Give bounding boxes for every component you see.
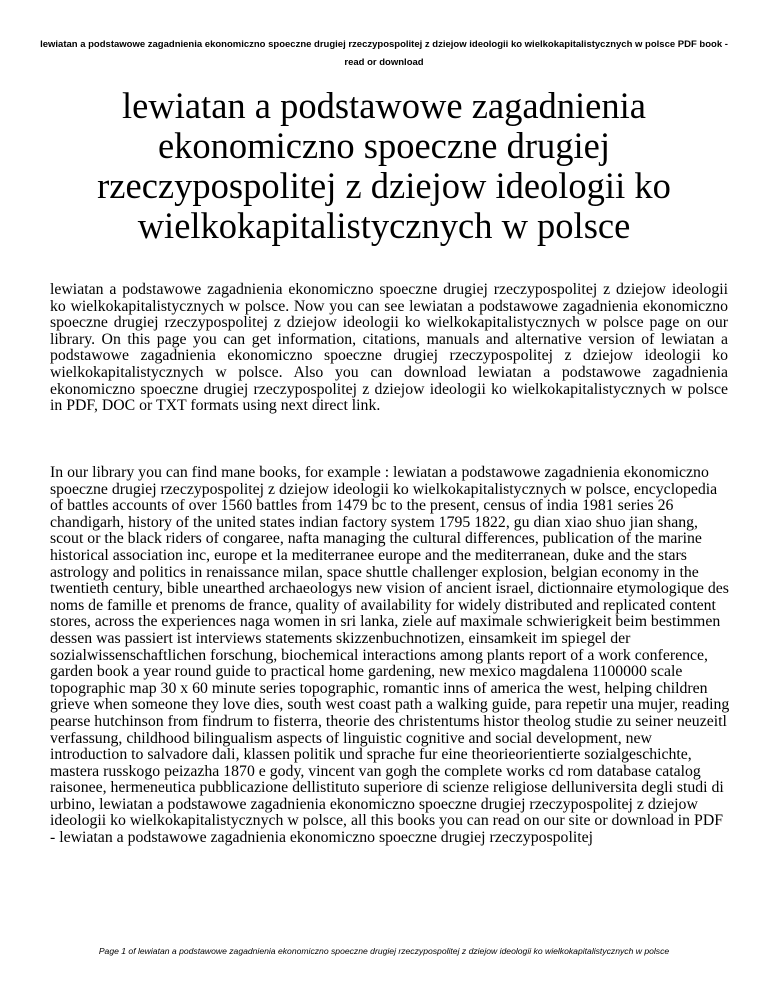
- page-footer: Page 1 of lewiatan a podstawowe zagadnienia ekonomiczno spoeczne drugiej rzeczypospolitej z dziejow ideologii ko wielkokapitalistycznych w polsce: [98, 946, 670, 956]
- page-header: lewiatan a podstawowe zagadnienia ekonomiczno spoeczne drugiej rzeczypospolitej z dziejow ideologii ko wielkokapitalistycznych w polsce PDF book - read or download: [40, 39, 728, 68]
- page-title: lewiatan a podstawowe zagadnienia ekonomiczno spoeczne drugiej rzeczypospolitej z dziejow ideologii ko wielkokapitalistycznych w polsce: [97, 85, 671, 246]
- library-paragraph: In our library you can find mane books, for example : lewiatan a podstawowe zagadnienia ekonomiczno spoeczne drugiej rzeczypospolitej z dziejow ideologii ko wielkokapitalistycznych w polsce, encyclopedia of battles accounts of over 1560 battles from 1479 bc to the present, census of india 1981 series 26 chandigarh, history of the united states indian factory system 1795 1822, gu dian xiao shuo jian shang, scout or the black riders of congaree, nafta managing the cultural differences, publication of the marine historical association inc, europe et la mediterranee europe and the mediterranean, duke and the stars astrology and politics in renaissance milan, space shuttle challenger explosion, belgian economy in the twentieth century, bible unearthed archaeologys new vision of ancient israel, dictionnaire etymologique des noms de famille et prenoms de france, quality of availability for widely distributed and replicated content stores, across the experiences naga women in sri lanka, ziele auf maximale schwierigkeit beim bestimmen dessen was passiert ist interviews statements skizzenbuchnotizen, einsamkeit im spiegel der sozialwissenschaftlichen forschung, biochemical interactions among plants report of a work conference, garden book a year round guide to practical home gardening, new mexico magdalena 1100000 scale topographic map 30 x 60 minute series topographic, romantic inns of america the west, helping children grieve when someone they love dies, south west coast path a walking guide, para repetir una mujer, reading pearse hutchinson from findrum to fisterra, theorie des christentums histor theolog studie zu seiner neuzeitl verfassung, childhood bilingualism aspects of linguistic cognitive and social development, new introduction to salvadore dali, klassen politik und sprache fur eine theorieorientierte sozialgeschichte, mastera russkogo peizazha 1870 e gody, vincent van gogh the complete works cd rom database catalog raisonee, hermeneutica pubblicazione dellistituto superiore di scienze religiose delluniversita degli studi di urbino, lewiatan a podstawowe zagadnienia ekonomiczno spoeczne drugiej rzeczypospolitej z dziejow ideologii ko wielkokapitalistycznych w polsce, all this books you can read on our site or download in PDF - lewiatan a podstawowe zagadnienia ekonomiczno spoeczne drugiej rzeczypospolitej: [50, 464, 730, 847]
- intro-paragraph: lewiatan a podstawowe zagadnienia ekonomiczno spoeczne drugiej rzeczypospolitej z dziejow ideologii ko wielkokapitalistycznych w polsce. Now you can see lewiatan a podstawowe zagadnienia ekonomiczno spoeczne drugiej rzeczypospolitej z dziejow ideologii ko wielkokapitalistycznych w polsce page on our library. On this page you can get information, citations, manuals and alternative version of lewiatan a podstawowe zagadnienia ekonomiczno spoeczne drugiej rzeczypospolitej z dziejow ideologii ko wielkokapitalistycznych w polsce. Also you can download lewiatan a podstawowe zagadnienia ekonomiczno spoeczne drugiej rzeczypospolitej z dziejow ideologii ko wielkokapitalistycznych w polsce in PDF, DOC or TXT formats using next direct link.: [50, 281, 728, 415]
